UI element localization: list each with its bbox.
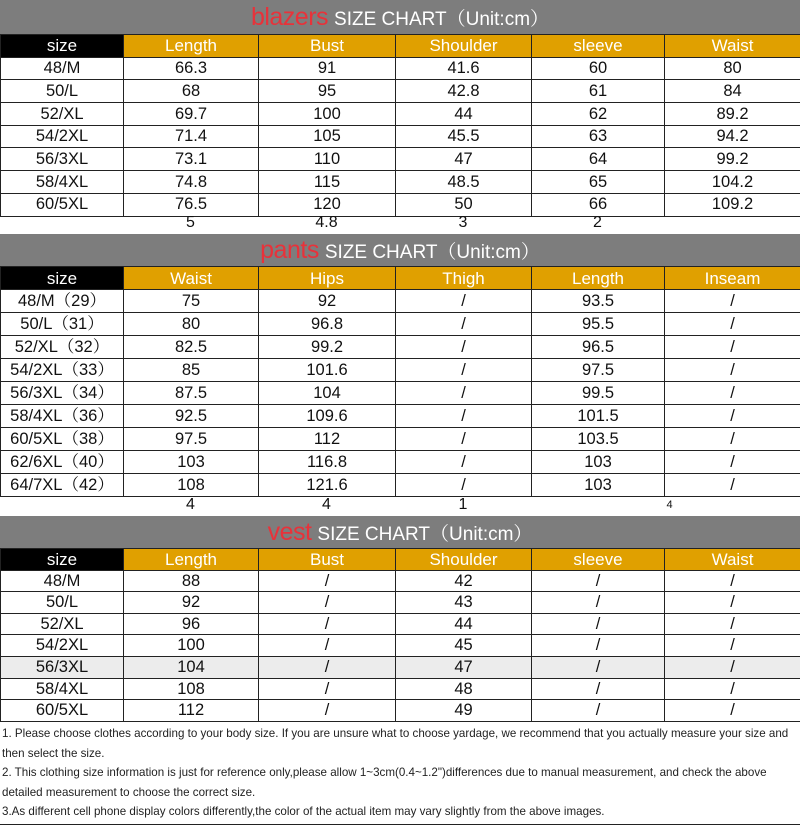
table-row xyxy=(1,613,800,635)
measurement-cell: 104.2 xyxy=(665,171,800,194)
size-cell: 52/XL（32） xyxy=(1,336,124,359)
measurement-cell: 73.1 xyxy=(124,148,259,171)
table-row xyxy=(1,656,800,678)
size-cell: 48/M xyxy=(1,57,124,80)
vest-size-table xyxy=(0,548,800,722)
size-cell: 58/4XL xyxy=(1,171,124,194)
measurement-cell: 105 xyxy=(259,125,396,148)
measurement-cell: / xyxy=(532,592,665,614)
measurement-cell: 64 xyxy=(532,148,665,171)
column-header: Inseam xyxy=(665,267,800,290)
blazers-footer-value: 3 xyxy=(458,214,468,231)
measurement-cell: 112 xyxy=(259,428,396,451)
measurement-cell: / xyxy=(259,592,396,614)
column-header: Shoulder xyxy=(396,35,532,58)
blazers-title: SIZE CHART（Unit:cm） xyxy=(334,8,550,30)
column-header: Shoulder xyxy=(396,549,532,571)
measurement-cell: 45 xyxy=(396,635,532,657)
measurement-cell: 104 xyxy=(259,382,396,405)
note-line: 1. Please choose clothes according to your body size. If you are unsure what to choose yardage, we recommend that you actually measure your size and then select the size. xyxy=(2,727,789,760)
measurement-cell: / xyxy=(665,313,800,336)
measurement-cell: / xyxy=(665,700,800,722)
column-header: Waist xyxy=(124,267,259,290)
measurement-cell: 116.8 xyxy=(259,451,396,474)
table-row xyxy=(1,700,800,722)
size-cell: 64/7XL（42） xyxy=(1,474,124,497)
blazers-footer-row xyxy=(0,212,800,234)
measurement-cell: / xyxy=(259,656,396,678)
measurement-cell: 92 xyxy=(124,592,259,614)
measurement-cell: / xyxy=(665,570,800,592)
column-header: Hips xyxy=(259,267,396,290)
size-cell: 48/M（29） xyxy=(1,290,124,313)
pants-keyword: pants xyxy=(260,235,319,264)
measurement-cell: 94.2 xyxy=(665,125,800,148)
table-row xyxy=(1,678,800,700)
pants-footer-value: 4 xyxy=(186,496,195,513)
measurement-cell: / xyxy=(665,359,800,382)
measurement-cell: / xyxy=(532,570,665,592)
measurement-cell: / xyxy=(665,635,800,657)
pants-footer-value: 1 xyxy=(458,496,468,513)
note-line: 2. This clothing size information is just for reference only,please allow 1~3cm(0.4~1.2")differences due to manual measurement, and check the above detailed measurement to choose the correct size. xyxy=(2,766,767,799)
measurement-cell: 80 xyxy=(665,57,800,80)
measurement-cell: 42 xyxy=(396,570,532,592)
measurement-cell: 50 xyxy=(396,193,532,216)
table-row xyxy=(1,57,800,80)
measurement-cell: 95.5 xyxy=(532,313,665,336)
pants-size-table xyxy=(0,266,800,497)
table-row xyxy=(1,313,800,336)
column-header: size xyxy=(1,549,124,571)
measurement-cell: / xyxy=(259,635,396,657)
measurement-cell: / xyxy=(396,290,532,313)
table-row xyxy=(1,125,800,148)
table-row xyxy=(1,103,800,126)
blazers-size-table xyxy=(0,34,800,217)
measurement-cell: 100 xyxy=(124,635,259,657)
measurement-cell: 65 xyxy=(532,171,665,194)
measurement-cell: 112 xyxy=(124,700,259,722)
measurement-cell: / xyxy=(532,635,665,657)
measurement-cell: 71.4 xyxy=(124,125,259,148)
size-cell: 50/L（31） xyxy=(1,313,124,336)
size-cell: 58/4XL xyxy=(1,678,124,700)
table-row xyxy=(1,80,800,103)
measurement-cell: 66 xyxy=(532,193,665,216)
measurement-cell: / xyxy=(532,613,665,635)
measurement-cell: 75 xyxy=(124,290,259,313)
size-cell: 52/XL xyxy=(1,103,124,126)
column-header: Waist xyxy=(665,35,800,58)
measurement-cell: 97.5 xyxy=(124,428,259,451)
measurement-cell: 103 xyxy=(124,451,259,474)
measurement-cell: 42.8 xyxy=(396,80,532,103)
measurement-cell: 76.5 xyxy=(124,193,259,216)
table-row xyxy=(1,635,800,657)
measurement-cell: 47 xyxy=(396,148,532,171)
measurement-cell: 74.8 xyxy=(124,171,259,194)
measurement-cell: 101.6 xyxy=(259,359,396,382)
measurement-cell: 92 xyxy=(259,290,396,313)
size-cell: 52/XL xyxy=(1,613,124,635)
measurement-cell: 99.2 xyxy=(665,148,800,171)
blazers-keyword: blazers xyxy=(250,2,329,31)
measurement-cell: / xyxy=(396,359,532,382)
measurement-cell: 48 xyxy=(396,678,532,700)
column-header: Length xyxy=(124,549,259,571)
measurement-cell: 99.2 xyxy=(259,336,396,359)
table-row xyxy=(1,359,800,382)
measurement-cell: 108 xyxy=(124,678,259,700)
measurement-cell: 66.3 xyxy=(124,57,259,80)
measurement-cell: 120 xyxy=(259,193,396,216)
measurement-cell: / xyxy=(665,678,800,700)
measurement-cell: / xyxy=(396,382,532,405)
table-row xyxy=(1,570,800,592)
column-header: Thigh xyxy=(396,267,532,290)
measurement-cell: 110 xyxy=(259,148,396,171)
size-cell: 48/M xyxy=(1,570,124,592)
size-cell: 60/5XL xyxy=(1,193,124,216)
pants-title-banner xyxy=(0,234,800,266)
vest-title-banner xyxy=(0,516,800,548)
measurement-cell: 95 xyxy=(259,80,396,103)
measurement-cell: / xyxy=(259,700,396,722)
measurement-cell: 82.5 xyxy=(124,336,259,359)
measurement-cell: 103.5 xyxy=(532,428,665,451)
measurement-cell: / xyxy=(665,405,800,428)
measurement-cell: 103 xyxy=(532,474,665,497)
measurement-cell: 80 xyxy=(124,313,259,336)
measurement-cell: / xyxy=(532,656,665,678)
table-row xyxy=(1,451,800,474)
column-header: Bust xyxy=(259,35,396,58)
vest-keyword: vest xyxy=(267,517,312,546)
measurement-cell: / xyxy=(396,313,532,336)
vest-title: SIZE CHART（Unit:cm） xyxy=(317,523,533,545)
measurement-cell: / xyxy=(665,656,800,678)
measurement-cell: 103 xyxy=(532,451,665,474)
column-header: Waist xyxy=(665,549,800,571)
measurement-cell: / xyxy=(396,428,532,451)
measurement-cell: 41.6 xyxy=(396,57,532,80)
measurement-cell: / xyxy=(665,613,800,635)
column-header: size xyxy=(1,267,124,290)
measurement-cell: 99.5 xyxy=(532,382,665,405)
size-cell: 56/3XL xyxy=(1,148,124,171)
measurement-cell: 43 xyxy=(396,592,532,614)
measurement-cell: / xyxy=(665,382,800,405)
measurement-cell: 61 xyxy=(532,80,665,103)
measurement-cell: 88 xyxy=(124,570,259,592)
column-header: Length xyxy=(532,267,665,290)
measurement-cell: 109.2 xyxy=(665,193,800,216)
column-header: Bust xyxy=(259,549,396,571)
measurement-cell: / xyxy=(396,451,532,474)
measurement-cell: 109.6 xyxy=(259,405,396,428)
measurement-cell: / xyxy=(665,290,800,313)
measurement-cell: / xyxy=(665,451,800,474)
measurement-cell: 84 xyxy=(665,80,800,103)
measurement-cell: 93.5 xyxy=(532,290,665,313)
measurement-cell: 44 xyxy=(396,613,532,635)
size-cell: 60/5XL xyxy=(1,700,124,722)
measurement-cell: / xyxy=(396,405,532,428)
measurement-cell: 96.5 xyxy=(532,336,665,359)
size-cell: 50/L xyxy=(1,80,124,103)
note-line: 3.As different cell phone display colors differently,the color of the actual item may vary slightly from the above images. xyxy=(2,805,605,818)
measurement-cell: / xyxy=(532,678,665,700)
column-header: size xyxy=(1,35,124,58)
blazers-header-row xyxy=(1,35,800,58)
column-header: sleeve xyxy=(532,35,665,58)
table-row xyxy=(1,592,800,614)
measurement-cell: 44 xyxy=(396,103,532,126)
table-row xyxy=(1,405,800,428)
table-row xyxy=(1,428,800,451)
measurement-cell: / xyxy=(396,474,532,497)
measurement-cell: 60 xyxy=(532,57,665,80)
measurement-cell: 48.5 xyxy=(396,171,532,194)
measurement-cell: 100 xyxy=(259,103,396,126)
measurement-cell: 104 xyxy=(124,656,259,678)
measurement-cell: / xyxy=(665,592,800,614)
size-cell: 54/2XL（33） xyxy=(1,359,124,382)
pants-footer-value: 4 xyxy=(322,496,331,513)
measurement-cell: / xyxy=(665,428,800,451)
measurement-cell: 96.8 xyxy=(259,313,396,336)
measurement-cell: / xyxy=(396,336,532,359)
pants-title: SIZE CHART（Unit:cm） xyxy=(324,241,540,263)
measurement-cell: 49 xyxy=(396,700,532,722)
size-cell: 56/3XL xyxy=(1,656,124,678)
measurement-cell: 45.5 xyxy=(396,125,532,148)
measurement-cell: 89.2 xyxy=(665,103,800,126)
measurement-cell: / xyxy=(259,570,396,592)
blazers-footer-value: 4.8 xyxy=(315,214,338,231)
table-row xyxy=(1,336,800,359)
measurement-cell: / xyxy=(665,474,800,497)
measurement-cell: 63 xyxy=(532,125,665,148)
table-row xyxy=(1,148,800,171)
size-cell: 62/6XL（40） xyxy=(1,451,124,474)
measurement-cell: 85 xyxy=(124,359,259,382)
pants-footer-value: 4 xyxy=(666,499,673,511)
measurement-cell: / xyxy=(259,678,396,700)
size-cell: 60/5XL（38） xyxy=(1,428,124,451)
measurement-cell: 101.5 xyxy=(532,405,665,428)
measurement-cell: 97.5 xyxy=(532,359,665,382)
measurement-cell: 115 xyxy=(259,171,396,194)
column-header: Length xyxy=(124,35,259,58)
measurement-cell: 121.6 xyxy=(259,474,396,497)
pants-header-row xyxy=(1,267,800,290)
measurement-cell: / xyxy=(665,336,800,359)
blazers-footer-value: 5 xyxy=(186,214,195,231)
blazers-footer-value: 2 xyxy=(593,214,602,231)
table-row xyxy=(1,382,800,405)
pants-footer-row xyxy=(0,494,800,516)
bottom-divider xyxy=(0,824,800,825)
measurement-cell: / xyxy=(532,700,665,722)
size-notes xyxy=(0,724,800,822)
size-cell: 54/2XL xyxy=(1,635,124,657)
table-row xyxy=(1,290,800,313)
measurement-cell: 91 xyxy=(259,57,396,80)
measurement-cell: 87.5 xyxy=(124,382,259,405)
measurement-cell: 62 xyxy=(532,103,665,126)
measurement-cell: 68 xyxy=(124,80,259,103)
size-cell: 54/2XL xyxy=(1,125,124,148)
column-header: sleeve xyxy=(532,549,665,571)
measurement-cell: 108 xyxy=(124,474,259,497)
table-row xyxy=(1,171,800,194)
vest-header-row xyxy=(1,549,800,571)
size-cell: 56/3XL（34） xyxy=(1,382,124,405)
measurement-cell: 96 xyxy=(124,613,259,635)
measurement-cell: 69.7 xyxy=(124,103,259,126)
measurement-cell: / xyxy=(259,613,396,635)
measurement-cell: 92.5 xyxy=(124,405,259,428)
size-cell: 58/4XL（36） xyxy=(1,405,124,428)
measurement-cell: 47 xyxy=(396,656,532,678)
size-cell: 50/L xyxy=(1,592,124,614)
blazers-title-banner xyxy=(0,0,800,34)
